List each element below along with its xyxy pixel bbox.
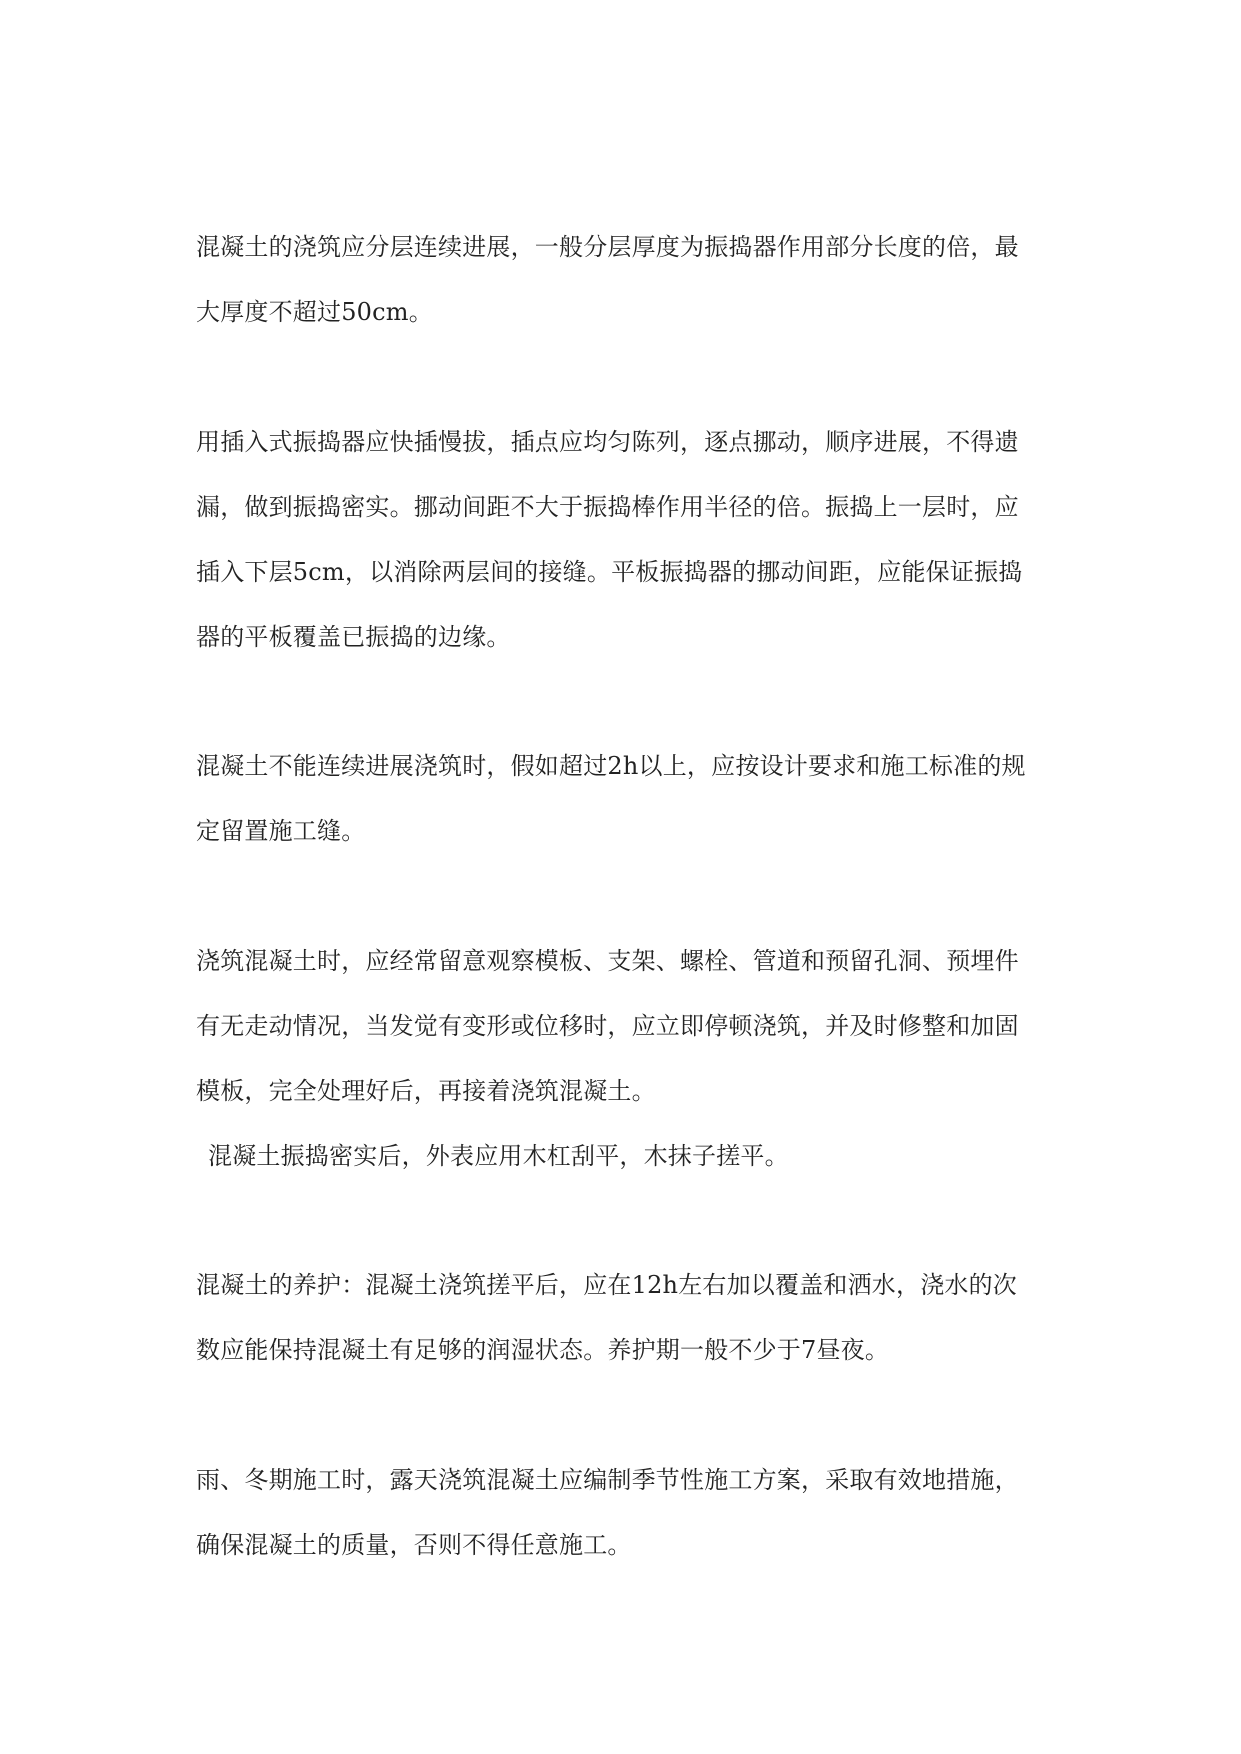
- paragraph-2-line-4: 器的平板覆盖已振捣的边缘。: [196, 623, 511, 651]
- paragraph-2-line-1: 用插入式振捣器应快插慢拔，插点应均匀陈列，逐点挪动，顺序进展，不得遗: [196, 428, 1019, 456]
- paragraph-4-line-3: 模板，完全处理好后，再接着浇筑混凝土。: [196, 1077, 656, 1105]
- paragraph-3-line-1: 混凝土不能连续进展浇筑时，假如超过2h以上，应按设计要求和施工标准的规: [196, 752, 1026, 780]
- paragraph-2-line-3: 插入下层5cm，以消除两层间的接缝。平板振捣器的挪动间距，应能保证振捣: [196, 558, 1023, 586]
- paragraph-1-line-2: 大厚度不超过50cm。: [196, 298, 433, 326]
- paragraph-4-line-1: 浇筑混凝土时，应经常留意观察模板、支架、螺栓、管道和预留孔洞、预埋件: [196, 947, 1019, 975]
- paragraph-1-line-1: 混凝土的浇筑应分层连续进展，一般分层厚度为振捣器作用部分长度的倍，最: [196, 233, 1019, 261]
- paragraph-7-line-2: 确保混凝土的质量，否则不得任意施工。: [196, 1531, 632, 1559]
- paragraph-6-line-1: 混凝土的养护：混凝土浇筑搓平后，应在12h左右加以覆盖和洒水，浇水的次: [196, 1271, 1017, 1299]
- paragraph-4-line-2: 有无走动情况，当发觉有变形或位移时，应立即停顿浇筑，并及时修整和加固: [196, 1012, 1019, 1040]
- paragraph-5-line-1: 混凝土振捣密实后，外表应用木杠刮平，木抹子搓平。: [208, 1142, 789, 1170]
- paragraph-2-line-2: 漏，做到振捣密实。挪动间距不大于振捣棒作用半径的倍。振捣上一层时，应: [196, 493, 1019, 521]
- paragraph-7-line-1: 雨、冬期施工时，露天浇筑混凝土应编制季节性施工方案，采取有效地措施，: [196, 1466, 1019, 1494]
- paragraph-6-line-2: 数应能保持混凝土有足够的润湿状态。养护期一般不少于7昼夜。: [196, 1336, 890, 1364]
- paragraph-3-line-2: 定留置施工缝。: [196, 817, 366, 845]
